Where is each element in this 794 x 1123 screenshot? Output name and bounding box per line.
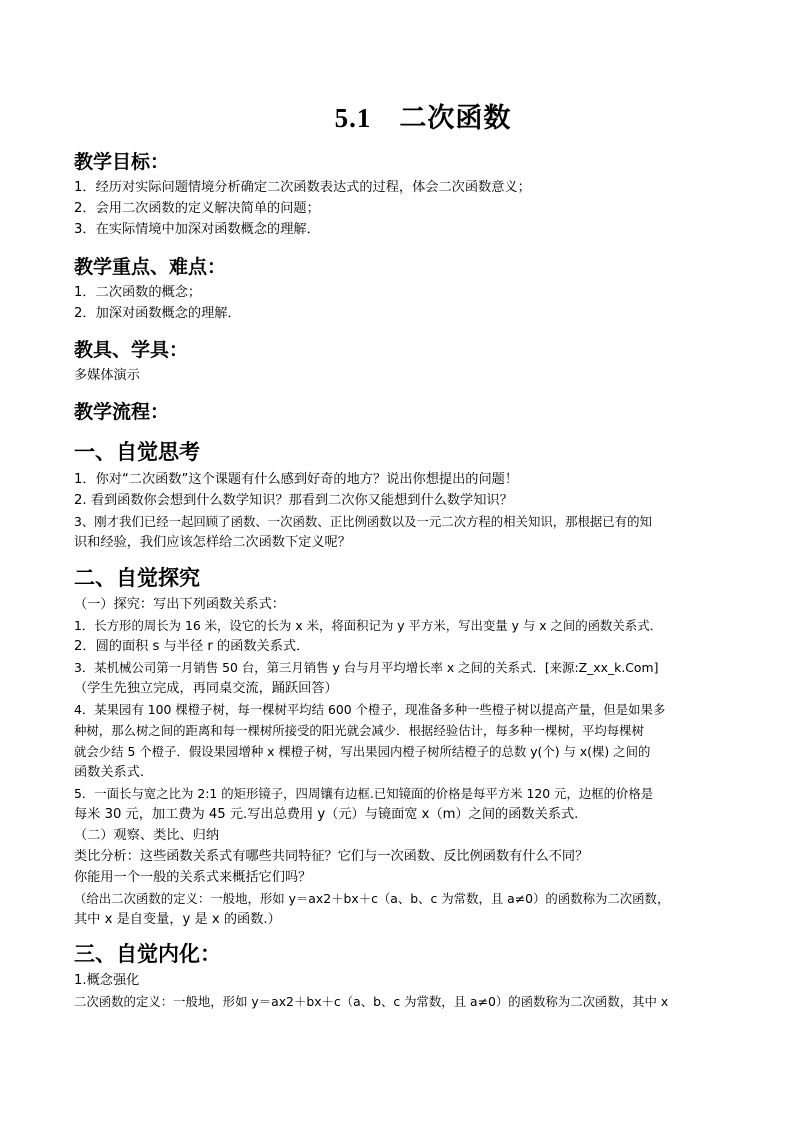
section3-line: 二次函数的定义：一般地，形如 y＝ax2＋bx＋c（a、b、c 为常数，且 a≠0）的函数称为二次函数，其中 x (74, 994, 669, 1009)
section2-line: 1．长方形的周长为 16 米，设它的长为 x 米，将面积记为 y 平方米，写出变量 y 与 x 之间的函数关系式． (74, 618, 662, 633)
section2-line: （学生先独立完成，再同桌交流，踊跃回答） (74, 681, 338, 696)
flow-heading: 教学流程： (74, 401, 170, 423)
goal-item: 1．经历对实际问题情境分析确定二次函数表达式的过程，体会二次函数意义； (74, 180, 531, 195)
section3-heading: 三、自觉内化： (74, 942, 221, 966)
section2-line: 每米 30 元，加工费为 45 元.写出总费用 y（元）与镜面宽 x（m）之间的函数关系式. (74, 807, 579, 822)
key-point-item: 2．加深对函数概念的理解． (74, 306, 241, 321)
section1-heading: 一、自觉思考 (74, 440, 200, 464)
section3-line: 1.概念强化 (74, 973, 140, 988)
section2-line: （给出二次函数的定义：一般地，形如 y＝ax2＋bx＋c（a、b、c 为常数，且 a≠0）的函数称为二次函数， (74, 891, 670, 906)
section2-heading: 二、自觉探究 (74, 566, 200, 590)
section1-line: 1．你对“二次函数”这个课题有什么感到好奇的地方？说出你想提出的问题！ (74, 472, 519, 487)
key-points-heading: 教学重点、难点： (74, 256, 227, 278)
section2-line: 4．某果园有 100 棵橙子树，每一棵树平均结 600 个橙子，现准备多种一些橙子树以提高产量，但是如果多 (74, 702, 666, 717)
tools-text: 多媒体演示 (74, 368, 140, 383)
section2-line: 类比分析：这些函数关系式有哪些共同特征？它们与一次函数、反比例函数有什么不同？ (74, 849, 589, 864)
goal-item: 3．在实际情境中加深对函数概念的理解． (74, 222, 320, 237)
section2-line: 其中 x 是自变量，y 是 x 的函数.） (74, 912, 281, 927)
section2-line: 2．圆的面积 s 与半径 r 的函数关系式． (74, 639, 310, 654)
section2-line: 就会少结 5 个橙子．假设果园增种 x 棵橙子树，写出果园内橙子树所结橙子的总数 y(个) 与 x(棵) 之间的 (74, 744, 651, 759)
page-title (0, 96, 794, 135)
section2-line: 种树，那么树之间的距离和每一棵树所接受的阳光就会减少．根据经验估计，每多种一棵树，平均每棵树 (74, 723, 644, 738)
section1-line: 识和经验，我们应该怎样给二次函数下定义呢？ (74, 535, 351, 550)
tools-heading: 教具、学具： (74, 339, 189, 361)
section1-line: 3、刚才我们已经一起回顾了函数、一次函数、正比例函数以及一元二次方程的相关知识，那根据已有的知 (74, 514, 652, 529)
section2-line: 3．某机械公司第一月销售 50 台，第三月销售 y 台与月平均增长率 x 之间的关系式．[来源:Z_xx_k.Com] (74, 660, 659, 675)
section1-line: 2. 看到函数你会想到什么数学知识？那看到二次你又能想到什么数学知识？ (74, 493, 513, 508)
title-text: 二次函数 (399, 103, 512, 134)
section2-line: （二）观察、类比、归纳 (74, 828, 220, 843)
title-number: 5.1 (334, 103, 372, 133)
section2-line: 5．一面长与宽之比为 2:1 的矩形镜子，四周镶有边框.已知镜面的价格是每平方米 120 元，边框的价格是 (74, 786, 654, 801)
goals-heading: 教学目标： (74, 151, 170, 173)
section2-line: 你能用一个一般的关系式来概括它们吗？ (74, 870, 312, 885)
section2-line: 函数关系式. (74, 765, 145, 780)
goal-item: 2．会用二次函数的定义解决简单的问题； (74, 201, 320, 216)
key-point-item: 1．二次函数的概念； (74, 285, 202, 300)
section2-line: （一）探究：写出下列函数关系式： (74, 597, 285, 612)
